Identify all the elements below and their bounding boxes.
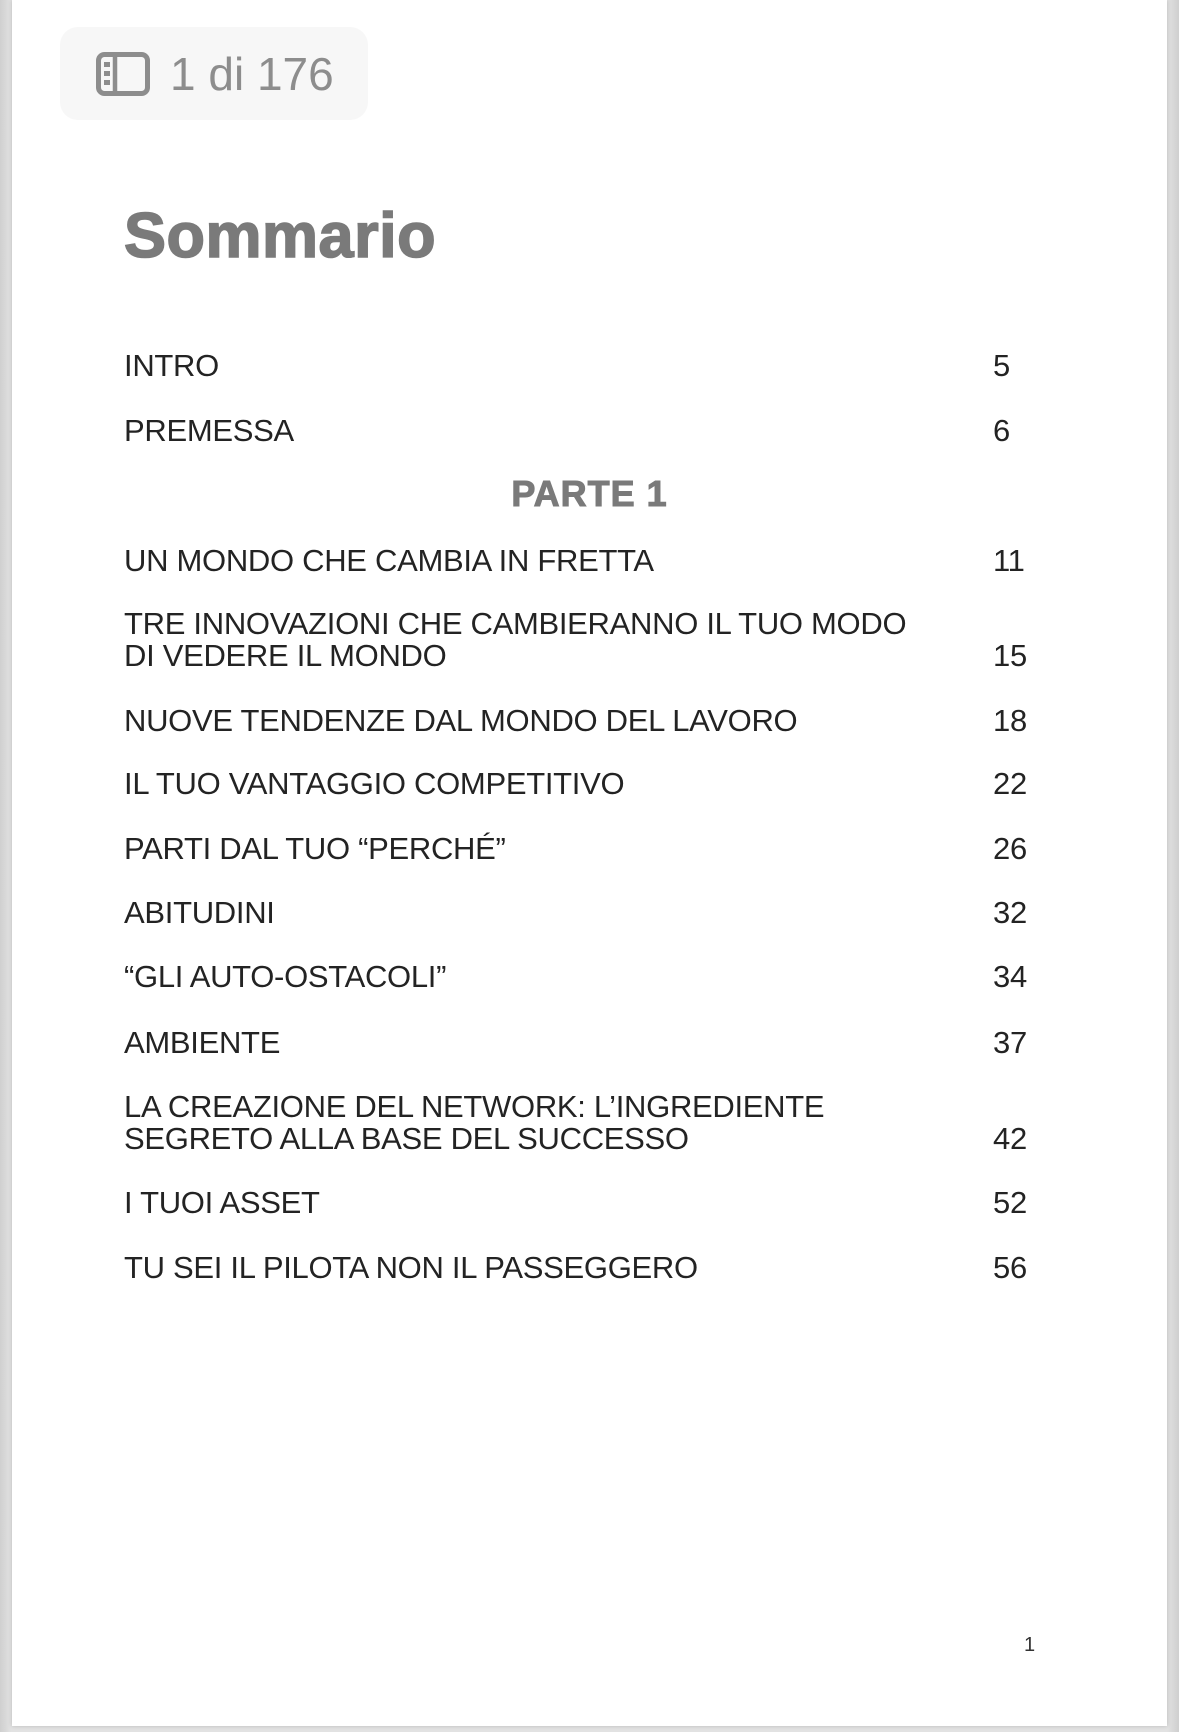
sidebar-thumbnails-icon [96, 52, 150, 96]
toc-entry-page: 34 [993, 959, 1027, 994]
toc-entry[interactable] [124, 350, 1034, 382]
toc-entry-label: NUOVE TENDENZE DAL MONDO DEL LAVORO [124, 703, 798, 738]
toc-entry[interactable] [124, 1091, 1034, 1155]
toc-entry[interactable] [124, 897, 1034, 929]
toc-entry[interactable] [124, 415, 1034, 447]
toc-entry-page: 5 [993, 348, 1010, 383]
toc-entry-label: UN MONDO CHE CAMBIA IN FRETTA [124, 543, 654, 578]
toc-entry-label-line1: LA CREAZIONE DEL NETWORK: L’INGREDIENTE [124, 1089, 825, 1124]
toc-entry-label: IL TUO VANTAGGIO COMPETITIVO [124, 766, 625, 801]
toc-entry-label: INTRO [124, 348, 219, 383]
toc-entry-page: 52 [993, 1185, 1027, 1220]
toc-entry-page: 32 [993, 895, 1027, 930]
part-heading: PARTE 1 [511, 473, 668, 514]
toc-entry-label: TU SEI IL PILOTA NON IL PASSEGGERO [124, 1250, 698, 1285]
toc-entry-page: 37 [993, 1025, 1027, 1060]
toc-entry[interactable] [124, 545, 1034, 577]
toc-entry-page: 11 [993, 543, 1025, 578]
page-indicator-button[interactable] [60, 27, 368, 120]
toc-entry-page: 18 [993, 703, 1027, 738]
toc-entry[interactable] [124, 608, 1034, 672]
page-count-label: 1 di 176 [170, 47, 334, 100]
toc-entry-label: PREMESSA [124, 413, 294, 448]
toc-entry-page: 26 [993, 831, 1027, 866]
toc-entry[interactable] [124, 705, 1034, 737]
toc-entry-page: 15 [993, 638, 1027, 673]
toc-entry-label: “GLI AUTO-OSTACOLI” [124, 959, 447, 994]
toc-entry[interactable] [124, 1027, 1034, 1059]
toc-entry-page: 6 [993, 413, 1010, 448]
page-footer-number: 1 [1024, 1634, 1036, 1656]
toc-entry-label: AMBIENTE [124, 1025, 281, 1060]
toc-entry-label [124, 608, 964, 672]
toc-entry-label-line2: SEGRETO ALLA BASE DEL SUCCESSO [124, 1121, 689, 1156]
toc-entry[interactable] [124, 768, 1034, 800]
document-title: Sommario [124, 201, 437, 271]
toc-entry-label: PARTI DAL TUO “PERCHÉ” [124, 831, 506, 866]
toc-entry[interactable] [124, 1252, 1034, 1284]
toc-entry[interactable] [124, 833, 1034, 865]
toc-entry-label-line1: TRE INNOVAZIONI CHE CAMBIERANNO IL TUO MODO [124, 606, 907, 641]
toc-entry-page: 22 [993, 766, 1027, 801]
toc-entry[interactable] [124, 1187, 1034, 1219]
toc-entry[interactable] [124, 961, 1034, 993]
toc-entry-label-line2: DI VEDERE IL MONDO [124, 638, 447, 673]
toc-entry-label: ABITUDINI [124, 895, 275, 930]
toc-entry-label [124, 1091, 964, 1155]
toc-entry-label: I TUOI ASSET [124, 1185, 320, 1220]
toc-entry-page: 42 [993, 1121, 1027, 1156]
toc-entry-page: 56 [993, 1250, 1027, 1285]
